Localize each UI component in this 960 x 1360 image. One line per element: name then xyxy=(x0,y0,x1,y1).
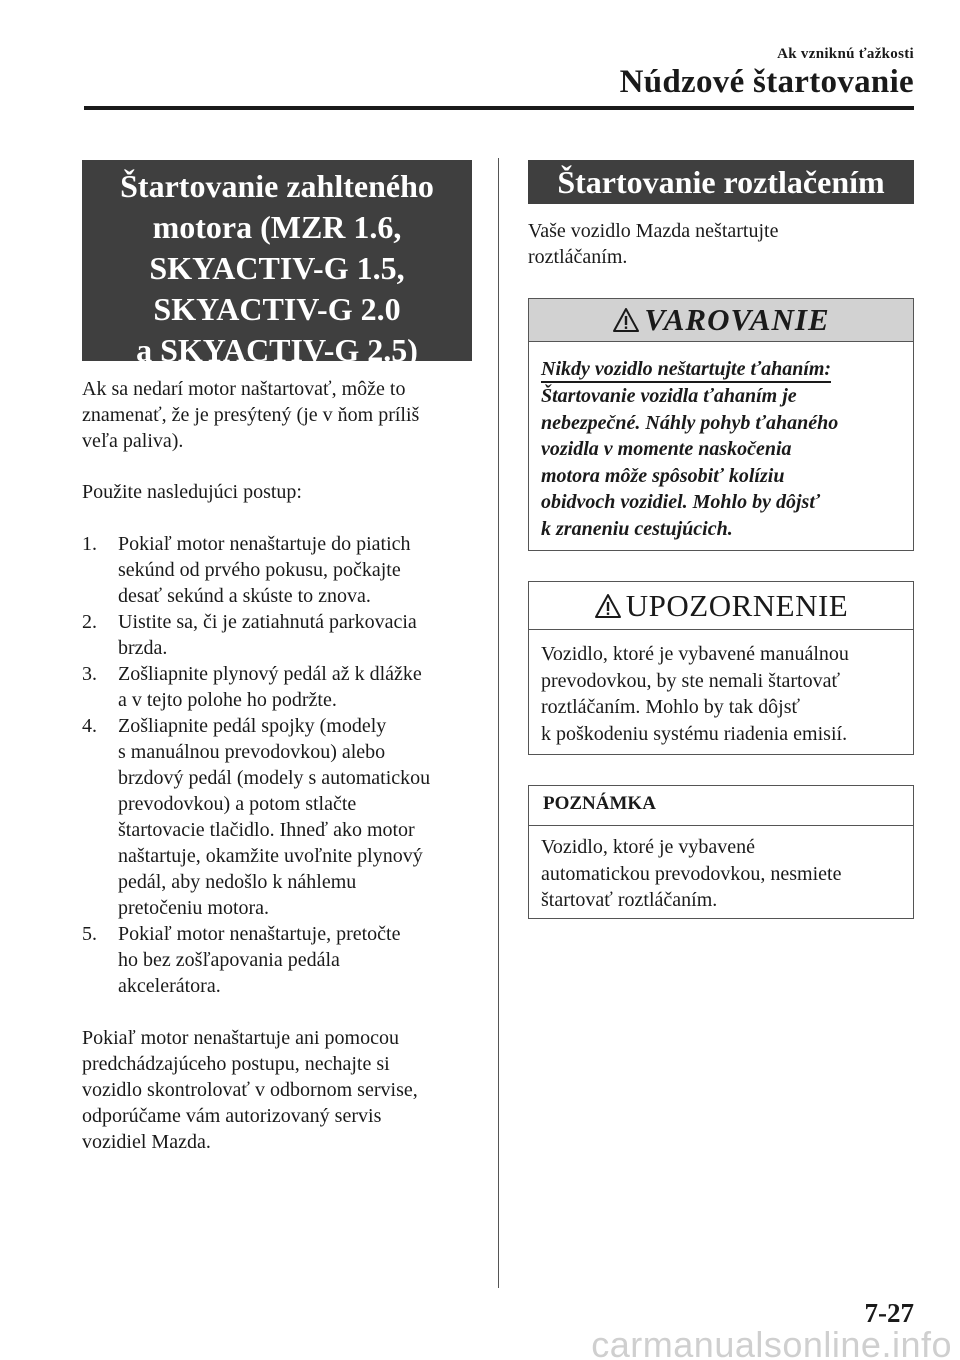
step-text xyxy=(118,661,472,713)
text-line: desať sekúnd a skúste to znova. xyxy=(118,585,371,607)
text-line: naštartuje, okamžite uvoľnite plynový xyxy=(118,845,423,867)
page-number: 7-27 xyxy=(864,1298,914,1328)
step-item xyxy=(82,713,472,921)
section-title: Núdzové štartovanie xyxy=(619,64,914,100)
warning-body xyxy=(529,342,913,542)
caution-title: UPOZORNENIE xyxy=(625,587,849,623)
warning-box xyxy=(528,298,914,551)
warning-triangle-icon xyxy=(612,307,640,333)
text-line: pedál, aby nedošlo k náhlemu xyxy=(118,871,357,893)
text-line: brzda. xyxy=(118,637,168,659)
text-line: prevodovkou, by ste nemali štartovať xyxy=(541,669,841,692)
heading-line: Štartovanie zahlteného xyxy=(120,168,434,204)
chapter-title: Ak vzniknú ťažkosti xyxy=(777,46,914,62)
text-line: pretočeniu motora. xyxy=(118,897,270,919)
heading-line: SKYACTIV-G 1.5, xyxy=(149,250,405,286)
text-line: štartovať roztláčaním. xyxy=(541,889,718,911)
text-line: prevodovkou) a potom stlačte xyxy=(118,793,357,815)
step-item xyxy=(82,609,472,661)
text-line: k poškodeniu systému riadenia emisií. xyxy=(541,722,848,745)
text-line: Pokiaľ motor nenaštartuje ani pomocou xyxy=(82,1027,399,1049)
text-line: nebezpečné. Náhly pohyb ťahaného xyxy=(541,411,839,434)
text-line: k zraneniu cestujúcich. xyxy=(541,517,733,540)
text-line: odporúčame vám autorizovaný servis xyxy=(82,1105,382,1127)
caution-header xyxy=(529,582,913,630)
text-line: vozidla v momente naskočenia xyxy=(541,438,792,460)
closing-paragraph xyxy=(82,1025,472,1155)
caution-body xyxy=(529,630,913,747)
text-line: Pokiaľ motor nenaštartuje do piatich xyxy=(118,533,411,555)
text-line: motora môže spôsobiť kolíziu xyxy=(541,464,785,487)
text-line: Vaše vozidlo Mazda neštartujte xyxy=(528,220,779,242)
step-number: 5. xyxy=(82,923,97,945)
text-line: znamenať, že je presýtený (je v ňom príliš xyxy=(82,404,420,426)
note-body xyxy=(529,826,913,914)
text-line: Štartovanie vozidla ťahaním je xyxy=(541,385,797,407)
text-line: Zošliapnite plynový pedál až k dlážke xyxy=(118,663,422,685)
text-line: Pokiaľ motor nenaštartuje, pretočte xyxy=(118,923,401,945)
heading-line: SKYACTIV-G 2.0 xyxy=(153,291,401,327)
header-rule xyxy=(84,106,914,110)
text-line: predchádzajúceho postupu, nechajte si xyxy=(82,1053,390,1075)
procedure-steps xyxy=(82,531,472,999)
step-number: 2. xyxy=(82,611,97,633)
procedure-intro: Použite nasledujúci postup: xyxy=(82,481,302,503)
text-line: brzdový pedál (modely s automatickou xyxy=(118,767,431,789)
text-line: vozidlo skontrolovať v odbornom servise, xyxy=(82,1079,418,1101)
step-text xyxy=(118,713,472,921)
text-line: Ak sa nedarí motor naštartovať, môže to xyxy=(82,378,406,400)
text-line: roztláčaním. Mohlo by tak dôjsť xyxy=(541,696,801,718)
flooded-engine-heading xyxy=(82,160,472,368)
step-item xyxy=(82,661,472,713)
step-item xyxy=(82,921,472,999)
text-line: štartovacie tlačidlo. Ihneď ako motor xyxy=(118,819,415,841)
text-line: a v tejto polohe ho podržte. xyxy=(118,689,337,711)
column-divider xyxy=(498,158,499,1288)
text-line: Uistite sa, či je zatiahnutá parkovacia xyxy=(118,611,417,633)
warning-header xyxy=(529,299,913,342)
site-watermark: carmanualsonline.info xyxy=(591,1324,952,1360)
push-start-heading: Štartovanie roztlačením xyxy=(528,160,914,204)
heading-line: a SKYACTIV-G 2.5) xyxy=(136,332,418,368)
text-line: Vozidlo, ktoré je vybavené xyxy=(541,836,756,858)
note-box xyxy=(528,785,914,919)
text-line: akcelerátora. xyxy=(118,975,221,997)
heading-line: motora (MZR 1.6, xyxy=(152,209,402,245)
step-text xyxy=(118,609,472,661)
text-line: ho bez zošľapovania pedála xyxy=(118,949,340,971)
warning-triangle-icon xyxy=(594,593,622,619)
step-number: 3. xyxy=(82,663,97,685)
step-text xyxy=(118,531,472,609)
push-start-intro xyxy=(528,218,914,270)
left-column xyxy=(82,160,472,1155)
text-line: automatickou prevodovkou, nesmiete xyxy=(541,862,842,885)
warning-title: VAROVANIE xyxy=(644,302,830,337)
text-line: sekúnd od prvého pokusu, počkajte xyxy=(118,559,401,581)
text-line: Zošliapnite pedál spojky (modely xyxy=(118,715,387,737)
step-text xyxy=(118,921,472,999)
note-title: POZNÁMKA xyxy=(529,786,913,826)
text-line: veľa paliva). xyxy=(82,430,184,452)
step-number: 1. xyxy=(82,533,97,555)
warning-lead: Nikdy vozidlo neštartujte ťahaním: xyxy=(541,357,831,383)
step-number: 4. xyxy=(82,715,97,737)
step-item xyxy=(82,531,472,609)
text-line: vozidiel Mazda. xyxy=(82,1131,211,1153)
caution-box xyxy=(528,581,914,755)
text-line: obidvoch vozidiel. Mohlo by dôjsť xyxy=(541,491,820,513)
text-line: s manuálnou prevodovkou) alebo xyxy=(118,741,386,763)
text-line: Vozidlo, ktoré je vybavené manuálnou xyxy=(541,643,849,665)
flooded-intro-paragraph xyxy=(82,376,472,454)
right-column xyxy=(528,160,914,919)
text-line: roztláčaním. xyxy=(528,246,628,268)
